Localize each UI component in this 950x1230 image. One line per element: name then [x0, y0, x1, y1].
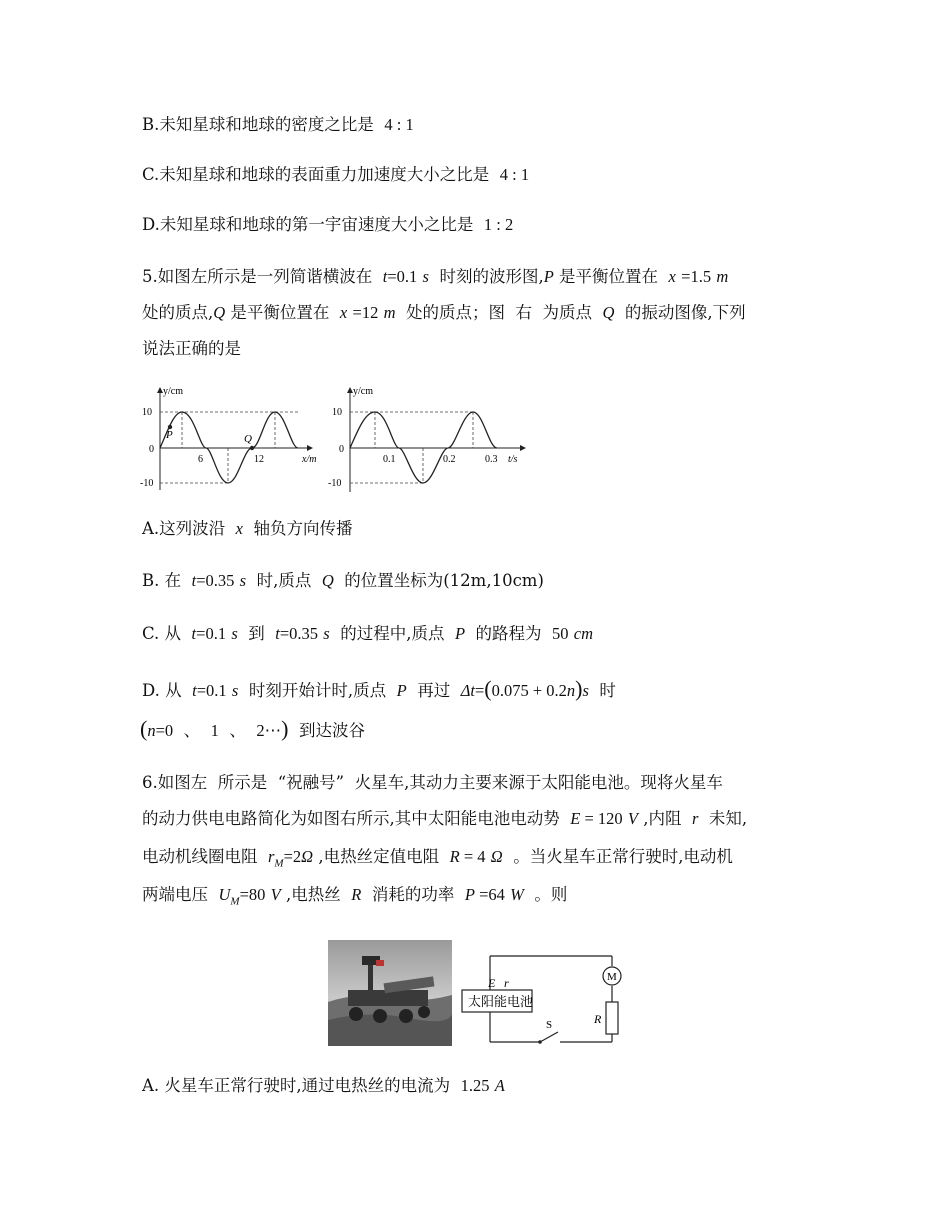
svg-text:0: 0 — [339, 444, 344, 455]
svg-text:R: R — [594, 1012, 602, 1026]
svg-text:E: E — [488, 976, 496, 990]
circuit-diagram — [460, 950, 640, 1050]
q4-option-c: C.未知星球和地球的表面重力加速度大小之比是 4 : 1 — [142, 165, 530, 184]
svg-text:S: S — [546, 1019, 553, 1031]
svg-text:0.2: 0.2 — [443, 454, 456, 465]
q5-option-d-line2: (n=0 、 1 、 2⋯) 到达波谷 — [140, 716, 365, 741]
q5-option-c: C. 从 t=0.1 s 到 t=0.35 s 的过程中,质点 P 的路程为 50 cm — [142, 624, 594, 643]
svg-text:P: P — [166, 429, 173, 441]
q5-stem-line2: 处的质点,Q 是平衡位置在 x =12 m 处的质点；图 右 为质点 Q 的振动图像,下列 — [142, 303, 746, 322]
point-q-marker — [250, 446, 254, 450]
q6-stem-line4: 两端电压 $U_M=80$ V ,电热丝 R 消耗的功率 P =64 W 。则 — [142, 885, 568, 908]
svg-text:-10: -10 — [140, 478, 154, 489]
svg-text:y/cm: y/cm — [353, 386, 373, 397]
svg-text:Q: Q — [244, 433, 252, 445]
svg-text:太阳能电池: 太阳能电池 — [468, 995, 534, 1010]
q5-option-a: A.这列波沿 x 轴负方向传播 — [142, 519, 353, 538]
svg-text:M: M — [607, 971, 617, 983]
q6-stem-line3: 电动机线圈电阻 $r_M=2\Omega$ ,电热丝定值电阻 R = 4 Ω 。当火星车正常行驶时,电动机 — [142, 847, 733, 870]
q4-option-d: D.未知星球和地球的第一宇宙速度大小之比是 1 : 2 — [142, 215, 514, 234]
q6-stem-line1: 6.如图左 所示是 “祝融号” 火星车,其动力主要来源于太阳能电池。现将火星车 — [142, 773, 723, 792]
svg-text:10: 10 — [332, 407, 342, 418]
q5-stem-line3: 说法正确的是 — [142, 339, 241, 358]
resistor-symbol — [606, 1002, 618, 1034]
svg-text:0.1: 0.1 — [383, 454, 396, 465]
switch-blade — [540, 1032, 558, 1042]
svg-text:y/cm: y/cm — [163, 386, 183, 397]
svg-text:6: 6 — [198, 454, 203, 465]
svg-text:0.3: 0.3 — [485, 454, 498, 465]
svg-text:x/m: x/m — [302, 454, 317, 465]
mars-rover-photo — [328, 940, 452, 1046]
svg-text:10: 10 — [142, 407, 152, 418]
q5-option-d-line1: D. 从 t=0.1 s 时刻开始计时,质点 P 再过 Δt=(0.075 + 0.2n)s 时 — [142, 676, 616, 701]
wave-graph — [140, 380, 340, 495]
svg-text:t/s: t/s — [508, 454, 518, 465]
svg-text:-10: -10 — [328, 478, 342, 489]
svg-text:r: r — [504, 976, 509, 990]
q4-option-b: B.未知星球和地球的密度之比是 4 : 1 — [142, 115, 414, 134]
svg-text:12: 12 — [254, 454, 264, 465]
q5-option-b: B. 在 t=0.35 s 时,质点 Q 的位置坐标为(12m,10cm) — [142, 571, 544, 590]
svg-text:0: 0 — [149, 444, 154, 455]
q6-stem-line2: 的动力供电电路简化为如图右所示,其中太阳能电池电动势 E = 120 V ,内阻 r 未知, — [142, 809, 748, 828]
vibration-graph — [325, 380, 535, 495]
q5-stem-line1: 5.如图左所示是一列简谐横波在 t=0.1 s 时刻的波形图,P 是平衡位置在 x =1.5 m — [142, 267, 729, 286]
q6-option-a: A. 火星车正常行驶时,通过电热丝的电流为 1.25 A — [142, 1076, 505, 1095]
